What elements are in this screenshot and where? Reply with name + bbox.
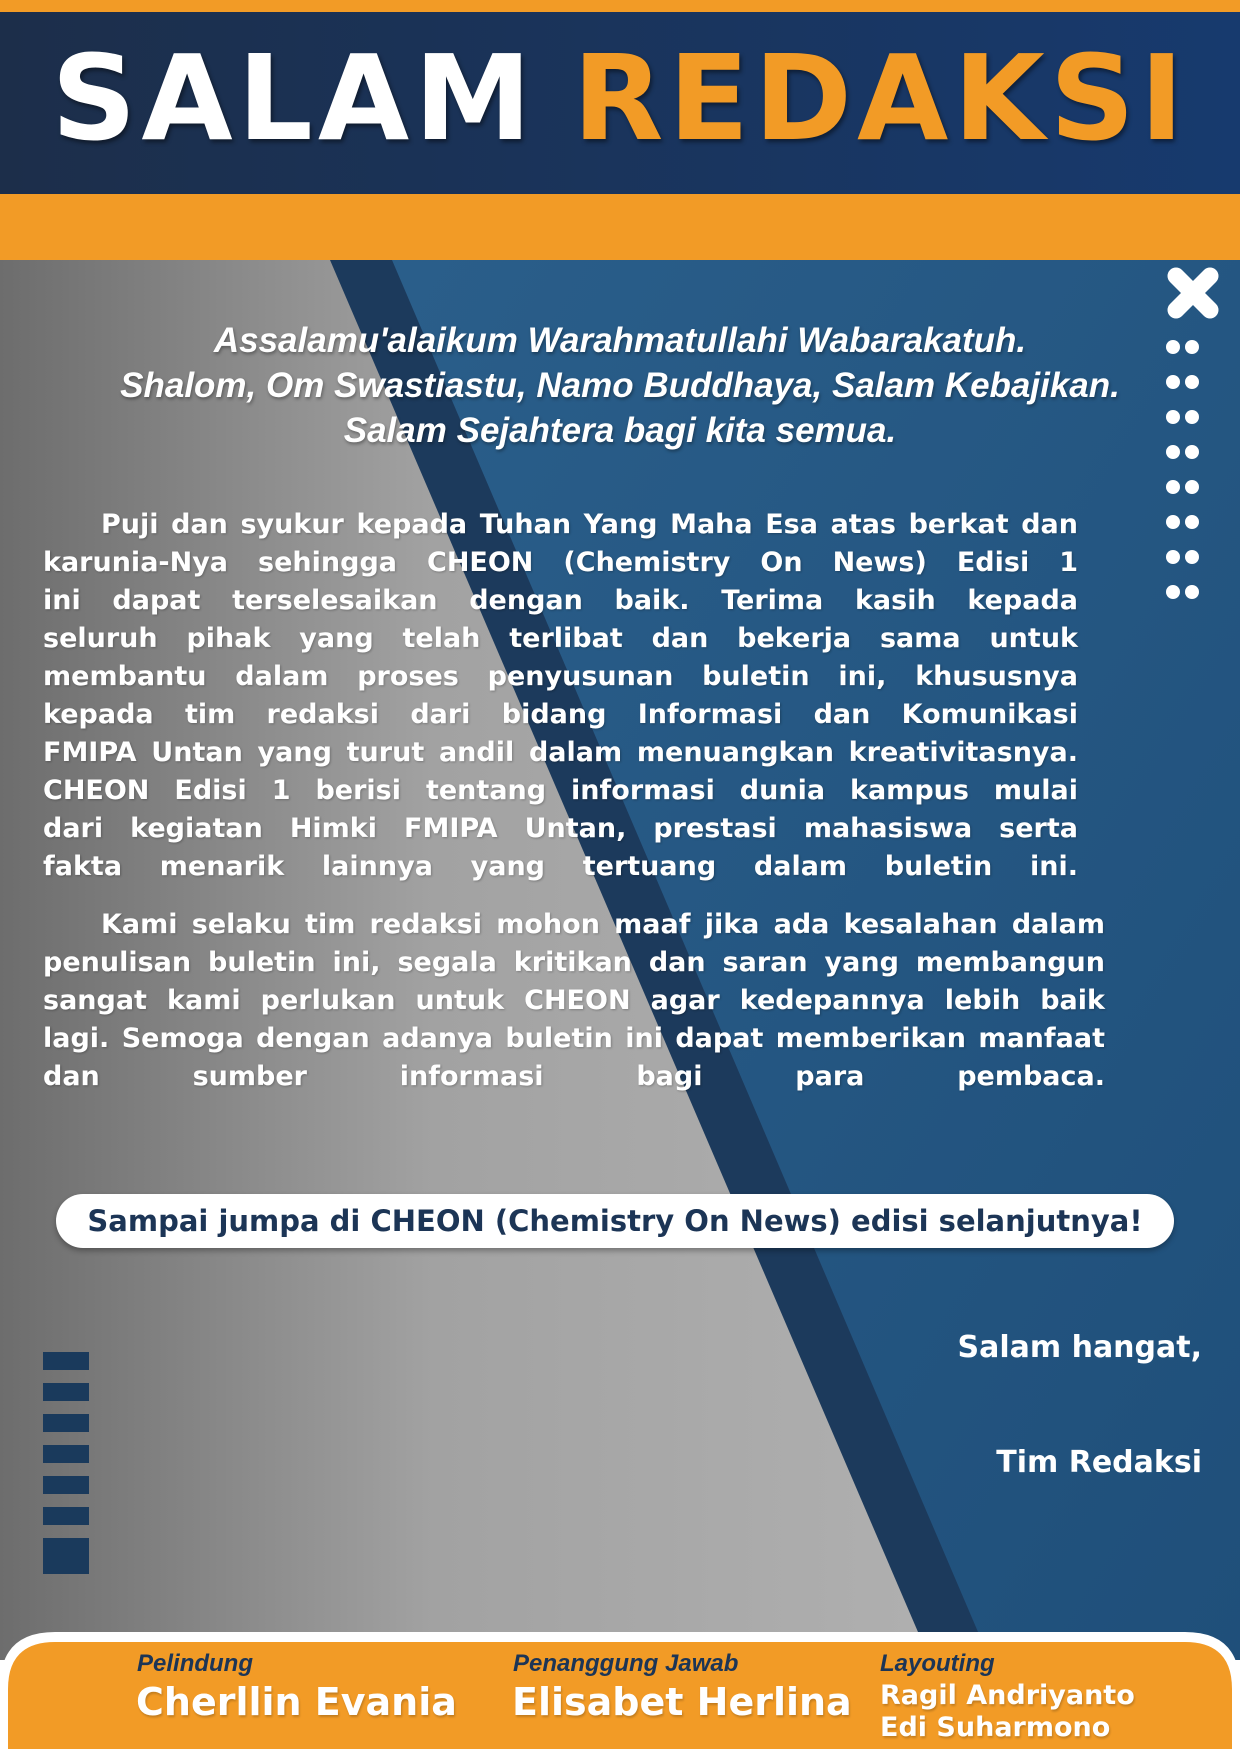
paragraph-line: karunia-Nya sehingga CHEON (Chemistry On News) Edisi 1 — [43, 547, 1078, 578]
body-paragraph-2 — [43, 906, 1105, 1096]
signature-greeting: Salam hangat, — [957, 1330, 1202, 1365]
dot-grid-decoration — [1166, 340, 1214, 620]
paragraph-line: sangat kami perlukan untuk CHEON agar kedepannya lebih baik — [43, 985, 1105, 1016]
page-title — [0, 28, 1240, 168]
credit-name-layouting-1: Ragil Andriyanto — [880, 1680, 1135, 1711]
signature-team: Tim Redaksi — [996, 1445, 1202, 1480]
credit-name-penanggung-jawab: Elisabet Herlina — [512, 1680, 852, 1724]
paragraph-line: penulisan buletin ini, segala kritikan dan saran yang membangun — [43, 947, 1105, 978]
paragraph-line: lagi. Semoga dengan adanya buletin ini dapat memberikan manfaat — [43, 1023, 1105, 1054]
greeting-block — [100, 318, 1140, 453]
paragraph-line: FMIPA Untan yang turut andil dalam menuangkan kreativitasnya. — [43, 737, 1078, 768]
credit-label-layouting: Layouting — [880, 1650, 995, 1677]
credits-footer — [0, 1632, 1240, 1749]
close-icon — [1166, 266, 1220, 320]
greeting-line: Salam Sejahtera bagi kita semua. — [343, 411, 897, 450]
credit-label-pelindung: Pelindung — [137, 1650, 253, 1677]
paragraph-line: CHEON Edisi 1 berisi tentang informasi dunia kampus mulai — [43, 775, 1078, 806]
paragraph-line: ini dapat terselesaikan dengan baik. Terima kasih kepada — [43, 585, 1078, 616]
paragraph-line: membantu dalam proses penyusunan buletin ini, khususnya — [43, 661, 1078, 692]
paragraph-line: fakta menarik lainnya yang tertuang dalam buletin ini. — [43, 851, 1078, 882]
body-paragraph-1 — [43, 506, 1078, 886]
bar-stack-decoration — [43, 1352, 89, 1587]
greeting-line: Assalamu'alaikum Warahmatullahi Wabarakatuh. — [213, 321, 1027, 360]
paragraph-line: Kami selaku tim redaksi mohon maaf jika ada kesalahan dalam — [101, 909, 1105, 940]
paragraph-line: kepada tim redaksi dari bidang Informasi dan Komunikasi — [43, 699, 1078, 730]
paragraph-line: Puji dan syukur kepada Tuhan Yang Maha Esa atas berkat dan — [101, 509, 1078, 540]
greeting-line: Shalom, Om Swastiastu, Namo Buddhaya, Salam Kebajikan. — [120, 366, 1120, 405]
title-word-redaksi: REDAKSI — [572, 29, 1189, 167]
credit-name-pelindung: Cherllin Evania — [136, 1680, 457, 1724]
credit-name-layouting-2: Edi Suharmono — [880, 1712, 1111, 1743]
paragraph-line: dari kegiatan Himki FMIPA Untan, prestasi mahasiswa serta — [43, 813, 1078, 844]
credit-label-penanggung-jawab: Penanggung Jawab — [513, 1650, 739, 1677]
paragraph-line: dan sumber informasi bagi para pembaca. — [43, 1061, 1105, 1092]
closing-banner: Sampai jumpa di CHEON (Chemistry On News) edisi selanjutnya! — [56, 1194, 1174, 1248]
title-word-salam: SALAM — [51, 29, 537, 167]
paragraph-line: seluruh pihak yang telah terlibat dan bekerja sama untuk — [43, 623, 1078, 654]
